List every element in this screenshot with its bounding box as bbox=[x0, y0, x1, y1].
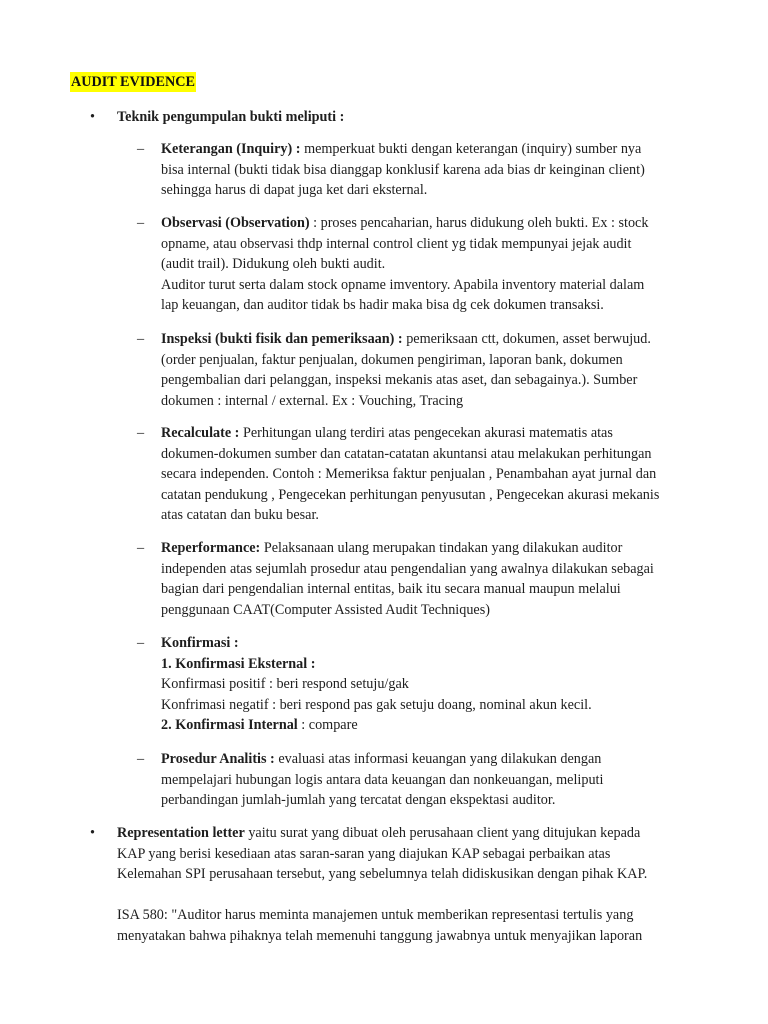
item-text: dokumen-dokumen sumber dan catatan-catatan akuntansi atau melakukan perhitungan bbox=[161, 445, 652, 462]
document-title: AUDIT EVIDENCE bbox=[71, 74, 195, 90]
item-text: yaitu surat yang dibuat oleh perusahaan client yang ditujukan kepada bbox=[244, 825, 641, 841]
main-bullet-text: Teknik pengumpulan bukti meliputi : bbox=[117, 109, 345, 125]
sub-label: 2. Konfirmasi Internal bbox=[161, 717, 298, 734]
item-text: Kelemahan SPI perusahaan tersebut, yang sebelumnya telah didiskusikan dengan pihak KAP. bbox=[117, 866, 648, 883]
item-text: Pelaksanaan ulang merupakan tindakan yang dilakukan auditor bbox=[260, 540, 623, 556]
item-text: pemeriksaan ctt, dokumen, asset berwujud. bbox=[402, 331, 651, 347]
item-text: ISA 580: "Auditor harus meminta manajemen untuk memberikan representasi tertulis yang bbox=[117, 907, 634, 923]
item-text: pengembalian dari pelanggan, inspeksi mekanis atas aset, dan sebagainya.). Sumber bbox=[161, 372, 638, 389]
item-text: Konfrimasi negatif : beri respond pas gak setuju doang, nominal akun kecil. bbox=[161, 696, 592, 713]
item-label: Konfirmasi : bbox=[161, 635, 239, 651]
dash-glyph: – bbox=[137, 215, 145, 231]
item-text: (audit trail). Didukung oleh bukti audit. bbox=[161, 256, 386, 273]
sub-label: 1. Konfirmasi Eksternal : bbox=[161, 655, 316, 672]
item-text: Konfirmasi positif : beri respond setuju/gak bbox=[161, 676, 409, 693]
item-text: independen atas sejumlah prosedur atau pengendalian yang awalnya dilakukan sebagai bbox=[161, 560, 654, 577]
isa-580-paragraph bbox=[117, 905, 697, 946]
item-text: memperkuat bukti dengan keterangan (inquiry) sumber nya bbox=[300, 141, 642, 157]
dash-glyph: – bbox=[137, 331, 145, 347]
item-text: atas catatan dan buku besar. bbox=[161, 507, 319, 524]
item-text: penggunaan CAAT(Computer Assisted Audit Techniques) bbox=[161, 601, 490, 618]
item-text: opname, atau observasi thdp internal control client yg tidak mempunyai jejak audit bbox=[161, 235, 632, 252]
item-text: mempelajari hubungan logis antara data keuangan dan nonkeuangan, meliputi bbox=[161, 771, 604, 788]
item-text: secara independen. Contoh : Memeriksa faktur penjualan , Penambahan ayat jurnal dan bbox=[161, 466, 657, 483]
item-label: Inspeksi (bukti fisik dan pemeriksaan) : bbox=[161, 331, 403, 347]
item-text: KAP yang berisi kesediaan atas saran-saran yang diajukan KAP sebagai perbaikan atas bbox=[117, 845, 611, 862]
item-text: dokumen : internal / external. Ex : Vouching, Tracing bbox=[161, 392, 464, 409]
item-text: : compare bbox=[297, 717, 358, 734]
item-label: Reperformance: bbox=[161, 540, 261, 556]
item-text: perbandingan jumlah-jumlah yang tercatat dengan ekspektasi auditor. bbox=[161, 792, 556, 809]
item-text: catatan pendukung , Pengecekan perhitungan penyusutan , Pengecekan akurasi mekanis bbox=[161, 486, 660, 503]
item-label: Prosedur Analitis : bbox=[161, 751, 275, 767]
item-text: Perhitungan ulang terdiri atas pengecekan akurasi matematis atas bbox=[239, 425, 613, 441]
item-label: Recalculate : bbox=[161, 425, 240, 441]
item-label: Observasi (Observation) bbox=[161, 215, 310, 231]
dash-glyph: – bbox=[137, 425, 145, 441]
dash-glyph: – bbox=[137, 635, 145, 651]
item-text: sehingga harus di dapat juga ket dari eksternal. bbox=[161, 182, 428, 199]
dash-glyph: – bbox=[137, 141, 145, 157]
item-text: : proses pencaharian, harus didukung oleh bukti. Ex : stock bbox=[309, 215, 649, 231]
item-text: evaluasi atas informasi keuangan yang dilakukan dengan bbox=[274, 751, 602, 767]
item-text: lap keuangan, dan auditor tidak bs hadir maka bisa dg cek dokumen transaksi. bbox=[161, 297, 604, 314]
item-text: bagian dari pengendalian internal entitas, baik itu secara manual maupun melalui bbox=[161, 581, 621, 598]
bullet-glyph: • bbox=[90, 109, 95, 125]
dash-glyph: – bbox=[137, 540, 145, 556]
item-label: Representation letter bbox=[117, 825, 245, 841]
item-text: bisa internal (bukti tidak bisa dianggap konklusif karena ada bias dr keinginan client) bbox=[161, 161, 645, 178]
item-text: Auditor turut serta dalam stock opname imventory. Apabila inventory material dalam bbox=[161, 276, 645, 293]
item-label: Keterangan (Inquiry) : bbox=[161, 141, 301, 157]
item-text: (order penjualan, faktur penjualan, dokumen pengiriman, laporan bank, dokumen bbox=[161, 351, 623, 368]
item-text: menyatakan bahwa pihaknya telah memenuhi tanggung jawabnya untuk menyajikan laporan bbox=[117, 927, 643, 944]
dash-glyph: – bbox=[137, 751, 145, 767]
bullet-glyph: • bbox=[90, 825, 95, 841]
